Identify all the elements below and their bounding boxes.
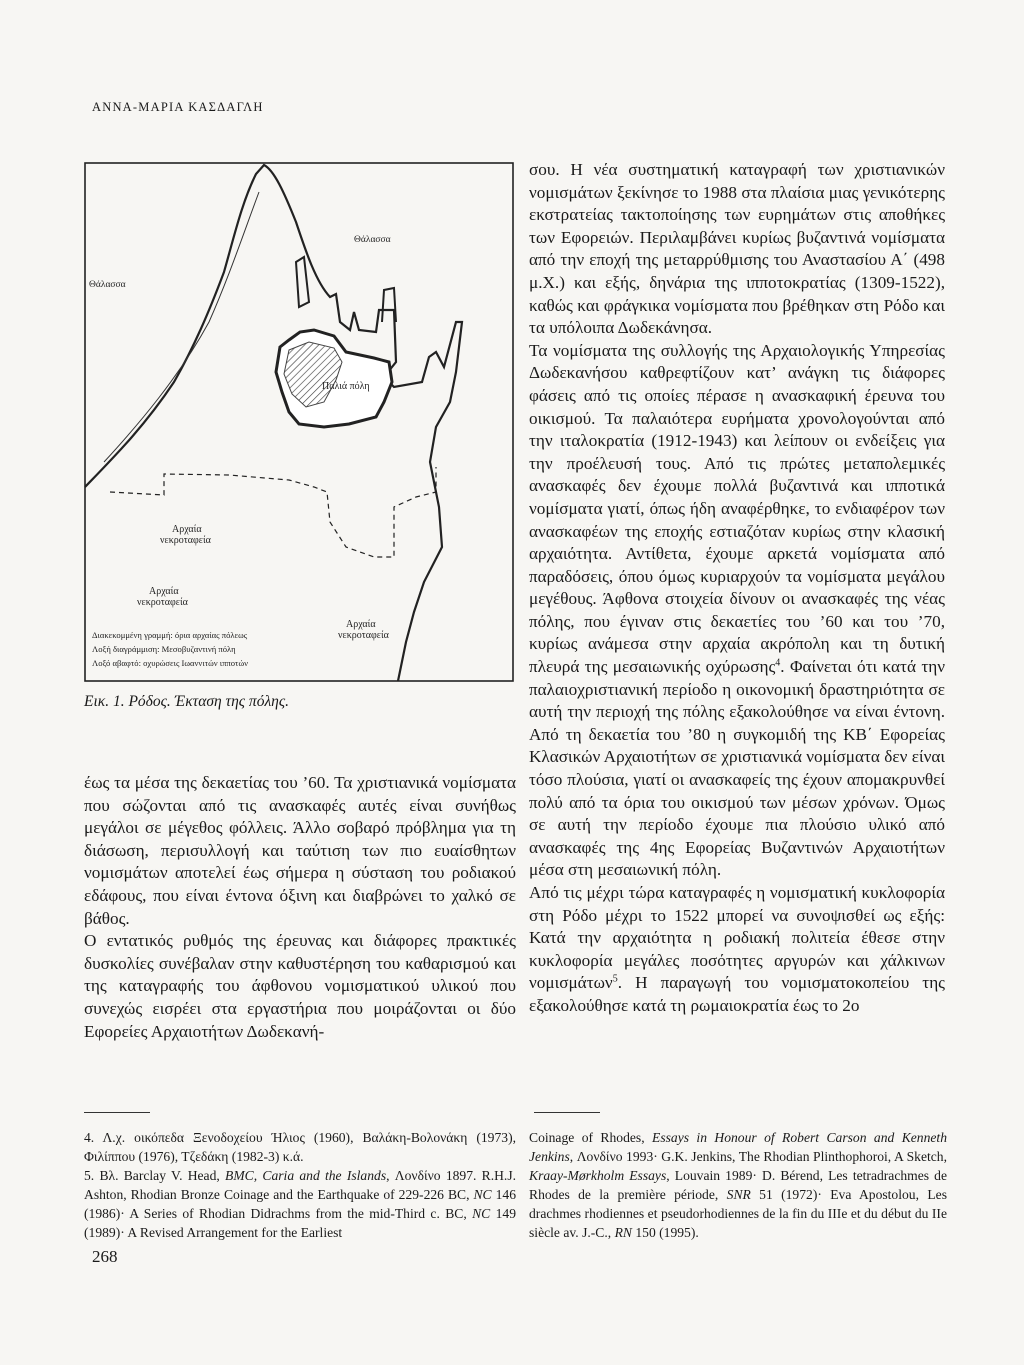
- footnotes-left: [84, 1128, 516, 1242]
- figure-caption: Εικ. 1. Ρόδος. Έκταση της πόλης.: [84, 693, 290, 710]
- fnr-text-a: Coinage of Rhodes,: [529, 1130, 653, 1145]
- footnote-ref-4: 4: [775, 657, 781, 669]
- label-necropolis-2b: νεκροταφεία: [137, 597, 188, 608]
- footnote-rule-right: [534, 1112, 600, 1113]
- right-column: [529, 159, 945, 1018]
- legend-dashed: Διακεκομμένη γραμμή: όρια αρχαίας πόλεως: [92, 630, 248, 640]
- left-paragraph-1: έως τα μέσα της δεκαετίας του ’60. Τα χριστιανικά νομίσματα που σώζονται από τις ανασκαφές αυτές είναι συνήθως μεγάλοι σε μέγεθος φόλλεις. Άλλο σοβαρό πρόβλημα για τη διάσωση, περισυλλογή και ταύτιση των πιο ευαίσθητων νομισμάτων αποτελεί έως σήμερα η σύσταση του ροδιακού εδάφους, που είναι έντονα όξινη και διαβρώνει το χαλκό σε βάθος.: [84, 773, 516, 928]
- label-sea-north: Θάλασσα: [354, 235, 391, 245]
- right-paragraph-3-text-a: Από τις μέχρι τώρα καταγραφές η νομισματική κυκλοφορία στη Ρόδο μέχρι το 1522 μπορεί να συνοψισθεί ως εξής: Κατά την αρχαιότητα η ροδιακή πολιτεία έθεσε στην κυκλοφορία μεγάλες ποσότητες αργυρών και χάλκινων νομισμάτων: [529, 883, 945, 993]
- fnr-text-d: 51 (1972)· Eva Apostolou, Les drachmes rhodiennes et pseudorhodiennes de la fin du IIIe et du début du IIe siècle av. J.-C.,: [529, 1187, 947, 1240]
- fn5-italic-3: NC: [472, 1206, 491, 1221]
- harbour-mole: [296, 257, 309, 307]
- fn5-text-d: 149 (1989)· A Revised Arrangement for the Earliest: [84, 1206, 516, 1240]
- footnote-4: 4. Λ.χ. οικόπεδα Ξενοδοχείου Ήλιος (1960), Βαλάκη-Βολονάκη (1973), Φιλίππου (1976), Τζεδάκη (1982-3) κ.ά.: [84, 1130, 516, 1164]
- right-paragraph-1: σου. Η νέα συστηματική καταγραφή των χριστιανικών νομισμάτων ξεκίνησε το 1988 στα πλαίσια μιας γενικότερης εκστρατείας τακτοποίησης των ευρημάτων στις αποθήκες των Εφορειών. Περιλαμβάνει κυρίως βυζαντινά νομίσματα από την εποχή της μεταρρύθμισης του Αναστασίου Α΄ (498 μ.Χ.) και εξής, δηνάρια της ιπποτοκρατίας (1309-1522), καθώς και φράγκικα νομίσματα που βρέθηκαν στη Ρόδο και τα υπόλοιπα Δωδεκάνησα.: [529, 160, 945, 338]
- rhodes-city-map: [84, 162, 514, 682]
- fnr-italic-1: Essays in Honour of Robert Carson and Kenneth Jenkins: [529, 1130, 947, 1164]
- running-head: ΑΝΝΑ-ΜΑΡΙΑ ΚΑΣΔΑΓΛΗ: [92, 100, 264, 114]
- label-old-town: Παλιά πόλη: [322, 381, 370, 392]
- right-paragraph-2: [529, 340, 945, 882]
- label-necropolis-2a: Αρχαία: [149, 586, 179, 597]
- fn5-text-c: 146 (1986)· A Series of Rhodian Didrachms from the mid-Third c. BC,: [84, 1187, 516, 1221]
- label-necropolis-3a: Αρχαία: [346, 619, 376, 630]
- page-number: 268: [92, 1247, 118, 1266]
- footnote-5: [84, 1166, 516, 1242]
- fn5-italic-1: BMC, Caria and the Islands: [225, 1168, 387, 1183]
- left-column: [84, 772, 516, 1043]
- map-drawing: [84, 162, 514, 682]
- legend-fortification: Λοξό αβαφτό: οχυρώσεις Ιωαννιτών ιπποτών: [92, 658, 249, 668]
- right-paragraph-2-text-a: Τα νομίσματα της συλλογής της Αρχαιολογικής Υπηρεσίας Δωδεκανήσου καθρεφτίζουν κατ’ ανάγκη τις διάφορες φάσεις από τις οποίες πέρασε η ανασκαφική έρευνα του οικισμού. Τα παλαιότερα ευρήματα χρονολογούνται από την ιταλοκρατία (1912-1943) και λείπουν οι ενδείξεις για την προέλευσή τους. Από τις πρώτες μεταπολεμικές ανασκαφές δεν έχουμε πολλά βυζαντινά και ιπποτικά νομίσματα γιατί, όπως ήδη αναφέρθηκε, το ενδιαφέρον των ανασκαφέων της εποχής εστιαζόταν κυρίως στην κλασική αρχαιότητα. Αντίθετα, έχουμε αρκετά νομίσματα από παραδόσεις, όπου όμως κυριαρχούν τα νομίσματα μεγάλου μεγέθους. Άφθονα στοιχεία δίνουν οι ανασκαφές της νέας πόλης, που έγιναν στις δεκαετίες του ’60 και του ’70, κυρίως ανάμεσα στην αρχαία ακρόπολη και τη δυτική πλευρά της μεσαιωνικής οχύρωσης: [529, 340, 945, 677]
- footnote-ref-5: 5: [612, 973, 618, 985]
- label-necropolis-1a: Αρχαία: [172, 524, 202, 535]
- label-sea-west: Θάλασσα: [89, 280, 126, 290]
- fnr-italic-3: SNR: [726, 1187, 751, 1202]
- right-paragraph-3-text-b: . Η παραγωγή του νομισματοκοπείου της εξακολούθησε κατά τη ρωμαιοκρατία έως το 2ο: [529, 973, 945, 1015]
- label-necropolis-1b: νεκροταφεία: [160, 535, 211, 546]
- fnr-text-e: 150 (1995).: [631, 1225, 699, 1240]
- right-paragraph-2-text-b: . Φαίνεται ότι κατά την παλαιοχριστιανική περίοδο η οικονομική δραστηριότητα σε αυτή την περιοχή της πόλης εξακολούθησε να είναι έντονη. Από τη δεκαετία του ’80 η συγκομιδή της ΚΒ΄ Εφορείας Κλασικών Αρχαιοτήτων σε χριστιανικά νομίσματα δεν είναι τόσο πλούσια, γιατί οι ανασκαφείς της έχουν απομακρυνθεί πολύ από τα όρια του οικισμού των μέσων χρόνων. Όμως σε αυτή την περίοδο έχουμε πια πλούσιο υλικό από ανασκαφές της 4ης Εφορείας Βυζαντινών Αρχαιοτήτων μέσα στη μεσαιωνική πόλη.: [529, 657, 945, 880]
- fn5-italic-2: NC: [473, 1187, 492, 1202]
- legend-hatch: Λοξή διαγράμμιση: Μεσοβυζαντινή πόλη: [92, 644, 236, 654]
- fn5-text-b: , Λονδίνο 1897. R.H.J. Ashton, Rhodian Bronze Coinage and the Earthquake of 229-226 BC,: [84, 1168, 517, 1202]
- fnr-italic-4: RN: [614, 1225, 632, 1240]
- ancient-city-limit: [110, 467, 436, 557]
- fnr-italic-2: Kraay-Mørkholm Essays: [529, 1168, 667, 1183]
- label-necropolis-3b: νεκροταφεία: [338, 630, 389, 641]
- fnr-text-b: , Λονδίνο 1993· G.K. Jenkins, The Rhodian Plinthophoroi, A Sketch,: [569, 1149, 947, 1164]
- fn5-text-a: 5. Βλ. Barclay V. Head,: [84, 1168, 226, 1183]
- fnr-text-c: , Louvain 1989· D. Bérend, Les tetradrachmes de Rhodes de la première période,: [529, 1168, 948, 1202]
- footnote-5-continued: [529, 1128, 947, 1242]
- left-paragraph-2: Ο εντατικός ρυθμός της έρευνας και διάφορες πρακτικές δυσκολίες συνέβαλαν στην καθυστέρηση του καθαρισμού και της καταγραφής του άφθονου νομισματικού υλικού που συνεχώς εισρέει στα εργαστήρια που μοιράζονται οι δύο Εφορείες Αρχαιοτήτων Δωδεκανή-: [84, 931, 516, 1041]
- footnotes-right: [529, 1128, 947, 1242]
- right-paragraph-3: [529, 882, 945, 1018]
- footnote-rule-left: [84, 1112, 150, 1113]
